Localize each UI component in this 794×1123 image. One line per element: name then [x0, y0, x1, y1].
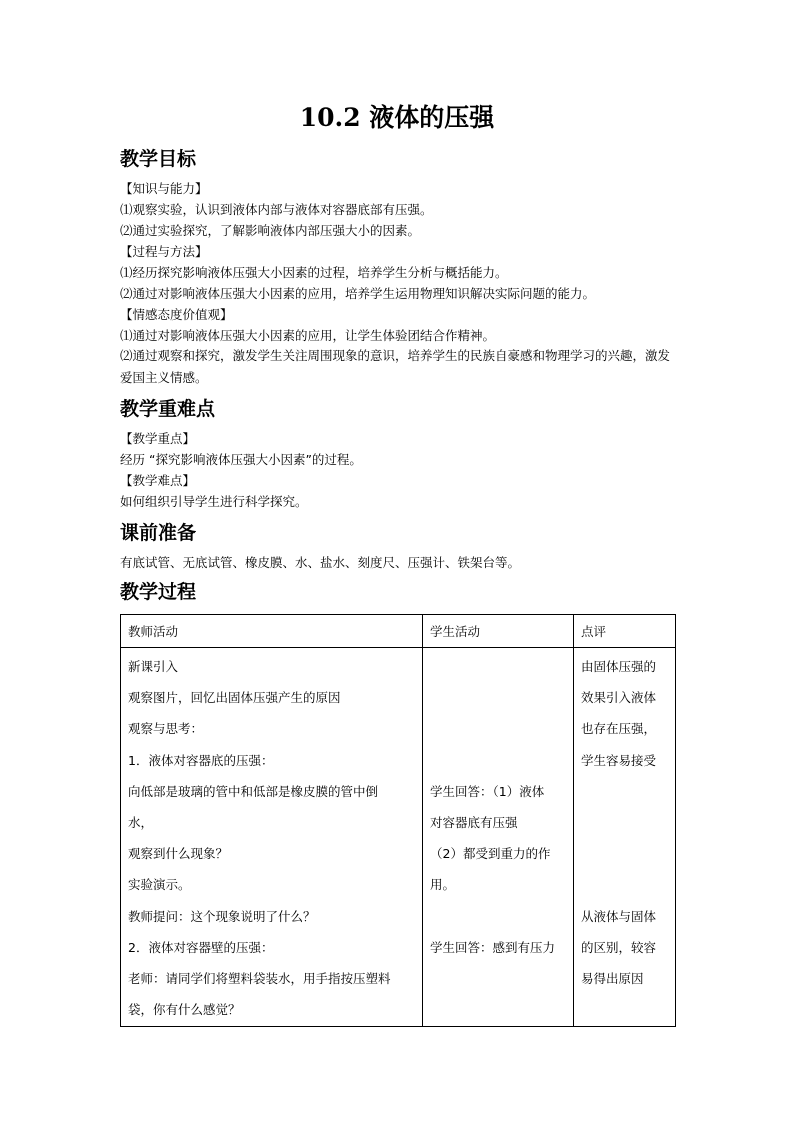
preparation-text: 有底试管、无底试管、橡皮膜、水、盐水、刻度尺、压强计、铁架台等。	[120, 555, 521, 570]
objective-line: ⑵通过实验探究，了解影响液体内部压强大小的因素。	[120, 223, 421, 238]
teacher-line: 2．液体对容器壁的压强：	[128, 939, 274, 955]
comment-line: 也存在压强，	[581, 721, 657, 737]
objective-paragraph: ⑵通过观察和探究，激发学生关注周围现象的意识，培养学生的民族自豪感和物理学习的兴趣，激发爱国主义情感。	[120, 348, 671, 385]
student-line: 用。	[430, 877, 456, 893]
objective-line: ⑴经历探究影响液体压强大小因素的过程，培养学生分析与概括能力。	[120, 265, 508, 280]
comment-line: 的区别，较容	[581, 939, 657, 955]
header-student-activity: 学生活动	[423, 615, 574, 648]
objective-line: 【情感态度价值观】	[120, 307, 233, 322]
objective-line: ⑴观察实验，认识到液体内部与液体对容器底部有压强。	[120, 202, 433, 217]
teacher-line: 教师提问：这个现象说明了什么？	[128, 908, 316, 924]
section-heading-preparation: 课前准备	[120, 522, 197, 544]
objective-line: ⑴通过对影响液体压强大小因素的应用，让学生体验团结合作精神。	[120, 328, 496, 343]
teacher-line: 向低部是玻璃的管中和低部是橡皮膜的管中倒	[128, 783, 379, 799]
comment-line: 易得出原因	[581, 970, 644, 986]
comment-line: 效果引入液体	[581, 690, 657, 706]
teacher-line: 观察到什么现象？	[128, 846, 229, 862]
key-point-line: 【教学难点】	[120, 473, 196, 488]
teacher-line: 观察图片，回忆出固体压强产生的原因	[128, 690, 341, 706]
key-point-line: 如何组织引导学生进行科学探究。	[120, 494, 308, 509]
teacher-activity-cell	[121, 648, 423, 1027]
student-line: （2）都受到重力的作	[430, 846, 551, 862]
comment-cell	[574, 648, 676, 1027]
teacher-line: 袋，你有什么感觉？	[128, 1002, 241, 1018]
teacher-line: 观察与思考：	[128, 721, 204, 737]
teacher-line: 实验演示。	[128, 877, 191, 893]
student-line: 学生回答：（1）液体	[430, 783, 545, 799]
comment-line: 由固体压强的	[581, 659, 657, 674]
section-heading-key-points: 教学重难点	[120, 398, 216, 420]
teacher-line: 1．液体对容器底的压强：	[128, 752, 274, 768]
table-header-row	[121, 615, 676, 648]
table-row	[121, 648, 676, 1027]
teacher-line: 水，	[128, 815, 154, 831]
objective-line: ⑵通过对影响液体压强大小因素的应用，培养学生运用物理知识解决实际问题的能力。	[120, 286, 596, 301]
objective-line: 【知识与能力】	[120, 181, 208, 196]
key-point-line: 【教学重点】	[120, 431, 196, 446]
section-heading-process: 教学过程	[120, 581, 197, 603]
comment-line: 学生容易接受	[581, 752, 657, 768]
teacher-line: 老师：请同学们将塑料袋装水，用手指按压塑料	[128, 971, 391, 987]
student-line: 学生回答：感到有压力	[430, 939, 556, 955]
key-point-line: 经历 “探究影响液体压强大小因素”的过程。	[120, 452, 362, 467]
header-teacher-activity: 教师活动	[121, 615, 423, 648]
header-comment: 点评	[574, 615, 676, 648]
teacher-line: 新课引入	[128, 659, 179, 674]
objective-line: 【过程与方法】	[120, 244, 208, 259]
student-activity-cell	[423, 648, 574, 1027]
process-table	[120, 614, 676, 1027]
comment-line: 从液体与固体	[581, 908, 657, 924]
section-heading-objectives: 教学目标	[120, 148, 197, 170]
document-title: 10.2 液体的压强	[299, 103, 495, 132]
student-line: 对容器底有压强	[430, 814, 518, 830]
